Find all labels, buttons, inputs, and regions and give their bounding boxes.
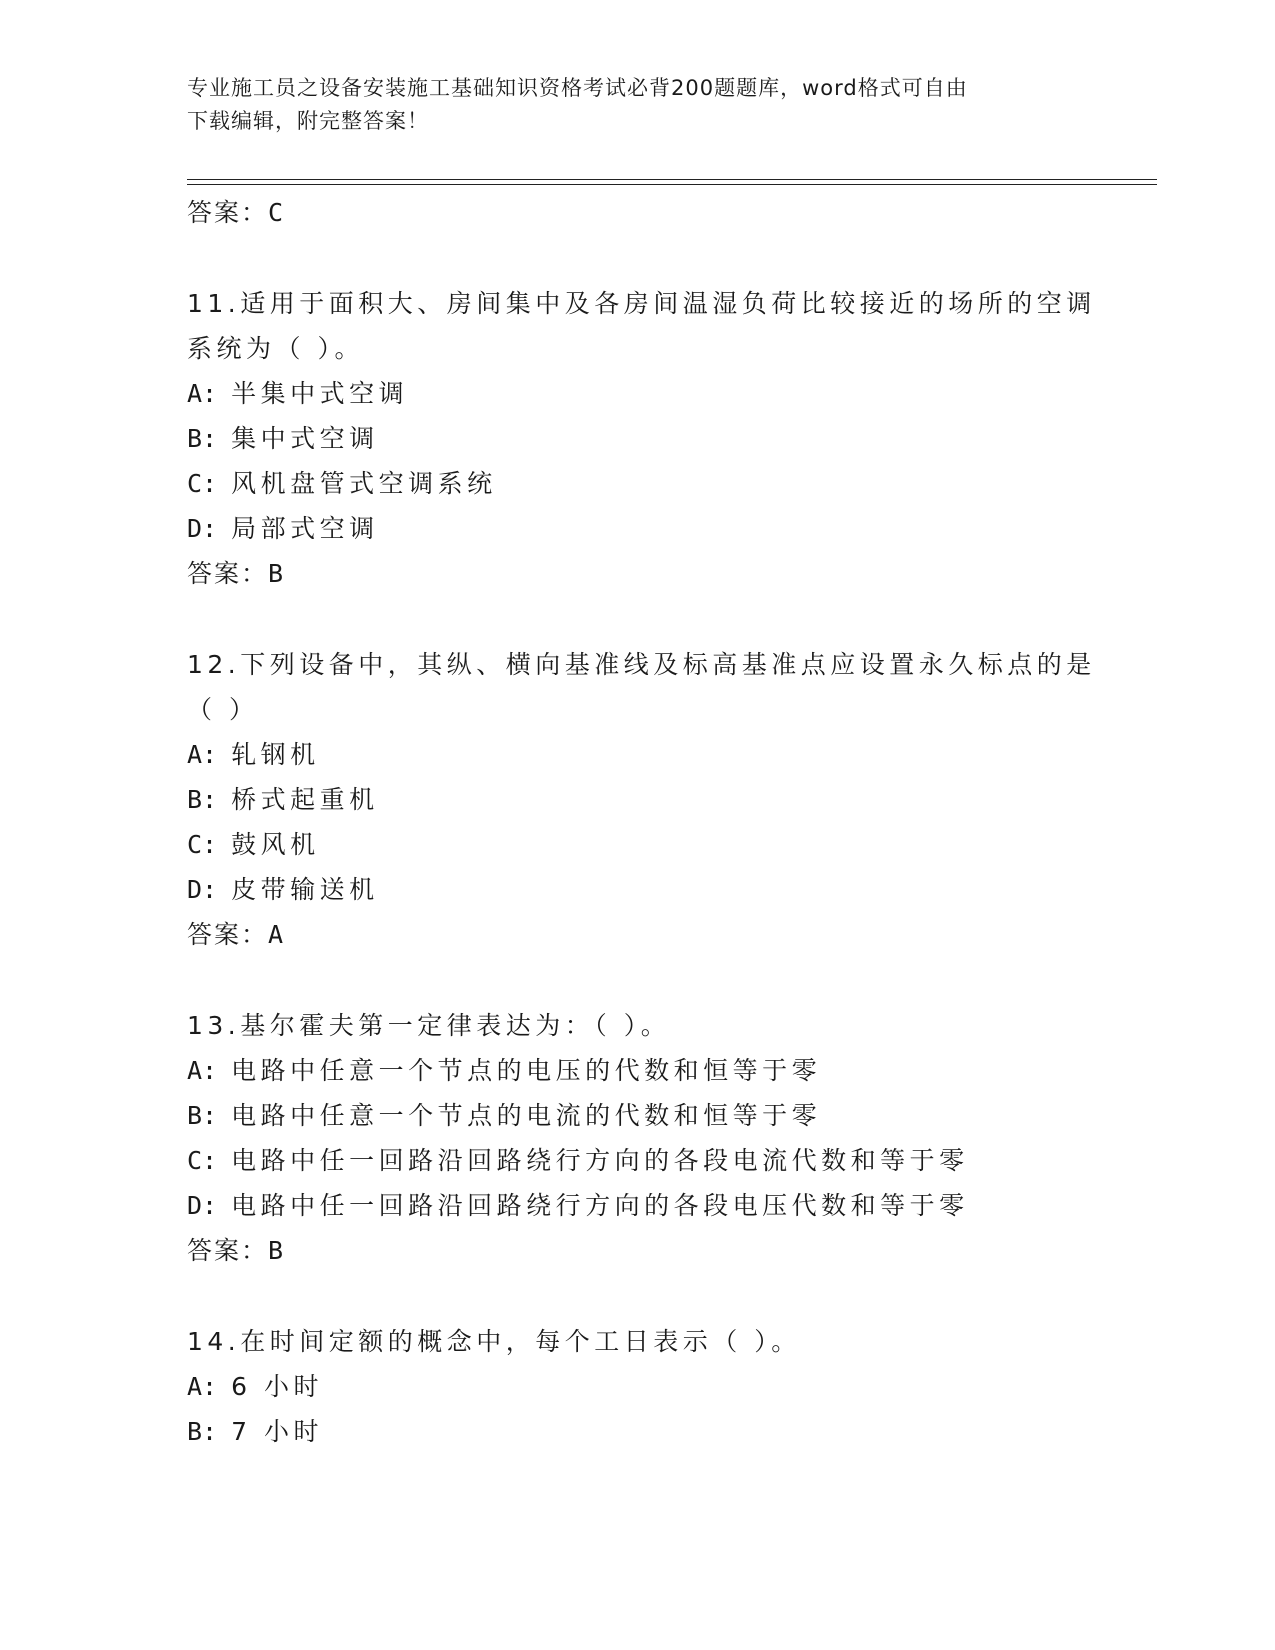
answer-value: C — [268, 198, 286, 227]
option-b — [187, 777, 1087, 822]
option-text: 轧钢机 — [231, 740, 320, 769]
spacer — [187, 235, 1087, 281]
option-a — [187, 732, 1087, 777]
header-divider-bottom — [187, 184, 1157, 185]
answer-line — [187, 190, 1087, 235]
option-key: B: — [187, 785, 218, 814]
question-text: 11.适用于面积大、房间集中及各房间温湿负荷比较接近的场所的空调 — [187, 289, 1096, 318]
option-text: 半集中式空调 — [231, 379, 409, 408]
option-text: 7 小时 — [231, 1417, 323, 1446]
option-key: A: — [187, 1372, 218, 1401]
option-text: 电路中任意一个节点的电压的代数和恒等于零 — [231, 1056, 822, 1085]
answer-value: B — [268, 1236, 286, 1265]
spacer — [187, 957, 1087, 1003]
option-key: B: — [187, 424, 218, 453]
option-key: A: — [187, 379, 218, 408]
answer-label: 答案： — [187, 1236, 269, 1265]
option-d — [187, 506, 1087, 551]
option-key: A: — [187, 740, 218, 769]
option-a — [187, 1364, 1087, 1409]
option-key: D: — [187, 875, 218, 904]
option-text: 风机盘管式空调系统 — [231, 469, 497, 498]
option-key: D: — [187, 1191, 218, 1220]
question-block — [187, 1319, 1087, 1454]
header-line-2: 下载编辑，附完整答案！ — [187, 109, 429, 133]
answer-value: B — [268, 559, 286, 588]
option-key: B: — [187, 1417, 218, 1446]
question-text: 系统为（ ）。 — [187, 334, 364, 363]
option-text: 鼓风机 — [231, 830, 320, 859]
answer-label: 答案： — [187, 559, 269, 588]
option-d — [187, 867, 1087, 912]
option-text: 皮带输送机 — [231, 875, 379, 904]
header-line-1: 专业施工员之设备安装施工基础知识资格考试必背200题题库，word格式可自由 — [187, 76, 968, 100]
question-block — [187, 1003, 1087, 1273]
question-block — [187, 642, 1096, 957]
answer-label: 答案： — [187, 920, 269, 949]
option-c — [187, 1138, 1087, 1183]
answer-value: A — [268, 920, 286, 949]
option-key: C: — [187, 830, 218, 859]
answer-label: 答案： — [187, 198, 269, 227]
question-text: 13.基尔霍夫第一定律表达为：（ ）。 — [187, 1011, 671, 1040]
answer-line — [187, 1228, 1087, 1273]
option-text: 局部式空调 — [231, 514, 379, 543]
question-text: 12.下列设备中，其纵、横向基准线及标高基准点应设置永久标点的是 — [187, 650, 1096, 679]
option-key: B: — [187, 1101, 218, 1130]
option-a — [187, 1048, 1087, 1093]
option-text: 电路中任一回路沿回路绕行方向的各段电流代数和等于零 — [231, 1146, 969, 1175]
header-divider-top — [187, 179, 1157, 180]
question-list — [187, 190, 1096, 1454]
answer-line — [187, 912, 1087, 957]
question-block — [187, 281, 1096, 596]
option-a — [187, 371, 1087, 416]
answer-line — [187, 551, 1087, 596]
option-key: C: — [187, 1146, 218, 1175]
spacer — [187, 596, 1087, 642]
option-text: 6 小时 — [231, 1372, 323, 1401]
option-b — [187, 1093, 1087, 1138]
option-b — [187, 416, 1087, 461]
option-key: D: — [187, 514, 218, 543]
option-text: 集中式空调 — [231, 424, 379, 453]
option-key: C: — [187, 469, 218, 498]
document-header — [187, 72, 1067, 138]
option-text: 电路中任一回路沿回路绕行方向的各段电压代数和等于零 — [231, 1191, 969, 1220]
option-text: 桥式起重机 — [231, 785, 379, 814]
option-key: A: — [187, 1056, 218, 1085]
question-text: 14.在时间定额的概念中，每个工日表示（ ）。 — [187, 1327, 801, 1356]
question-text: （ ） — [187, 695, 259, 724]
spacer — [187, 1273, 1087, 1319]
option-c — [187, 822, 1087, 867]
option-text: 电路中任意一个节点的电流的代数和恒等于零 — [231, 1101, 822, 1130]
option-b — [187, 1409, 1087, 1454]
option-c — [187, 461, 1087, 506]
option-d — [187, 1183, 1087, 1228]
